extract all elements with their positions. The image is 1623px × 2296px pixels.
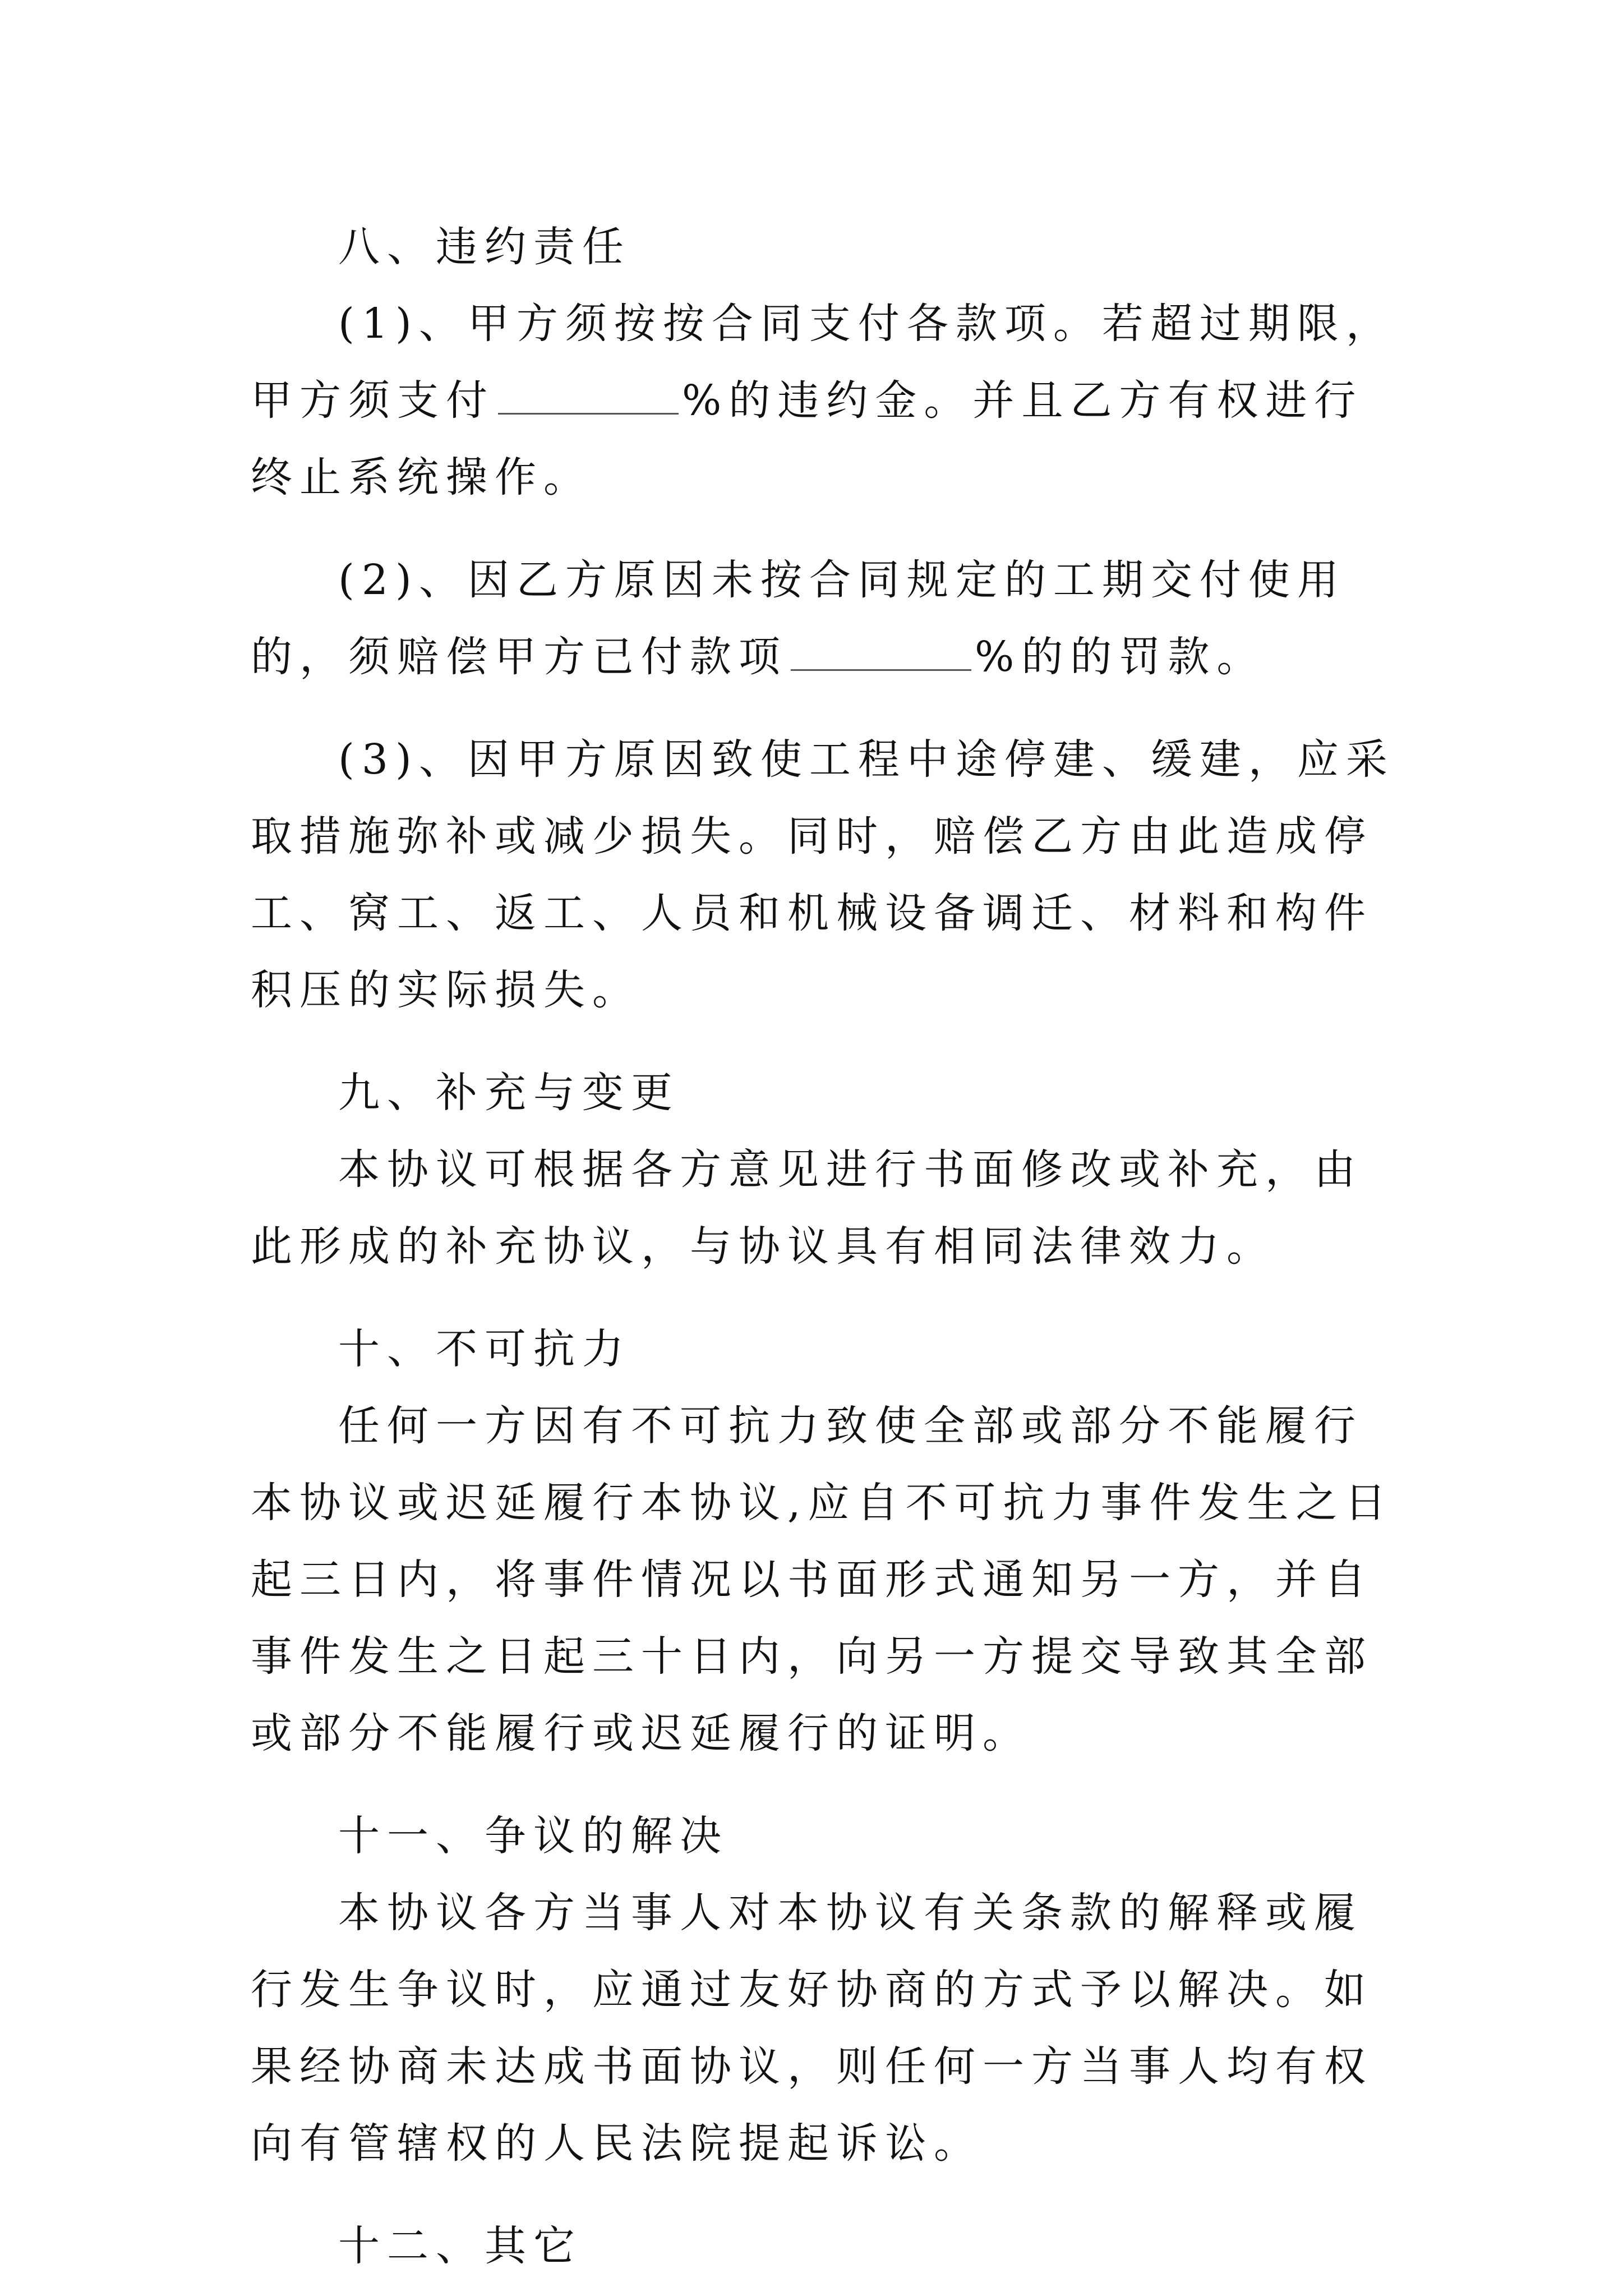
clause-2-text-end: %的的罚款。	[975, 633, 1266, 681]
clause-1-text-start: (1)、甲方须按按合同支付各款项。若超过期限，甲方须支付	[251, 300, 1395, 425]
clause-2	[251, 542, 1395, 696]
section-heading-breach: 八、违约责任	[338, 223, 631, 271]
clause-2-text-start: (2)、因乙方原因未按合同规定的工期交付使用的，须赔偿甲方已付款项	[251, 556, 1346, 681]
fill-in-blank[interactable]	[791, 669, 971, 671]
section-heading-amendment: 九、补充与变更	[338, 1069, 680, 1117]
section-heading-force-majeure: 十、不可抗力	[338, 1325, 631, 1373]
clause-3: (3)、因甲方原因致使工程中途停建、缓建，应采取措施弥补或减少损失。同时，赔偿乙方由此造成停工、窝工、返工、人员和机械设备调迁、材料和构件积压的实际损失。	[251, 735, 1395, 1014]
section-heading-dispute: 十一、争议的解决	[338, 1812, 728, 1860]
document-body	[251, 209, 1395, 2285]
fill-in-blank[interactable]	[498, 412, 679, 415]
amendment-paragraph: 本协议可根据各方意见进行书面修改或补充，由此形成的补充协议，与协议具有相同法律效力。	[251, 1145, 1363, 1271]
section-heading-other: 十二、其它	[338, 2222, 582, 2270]
force-majeure-paragraph: 任何一方因有不可抗力致使全部或部分不能履行本协议或迟延履行本协议,应自不可抗力事件发生之日起三日内，将事件情况以书面形式通知另一方，并自事件发生之日起三十日内，向另一方提交导致其全部或部分不能履行或迟延履行的证明。	[251, 1402, 1394, 1757]
clause-1	[251, 286, 1395, 516]
clause-1-text-end: %的违约金。并且乙方有权进行终止系统操作。	[251, 376, 1363, 501]
dispute-paragraph: 本协议各方当事人对本协议有关条款的解释或履行发生争议时，应通过友好协商的方式予以解决。如果经协商未达成书面协议，则任何一方当事人均有权向有管辖权的人民法院提起诉讼。	[251, 1889, 1373, 2168]
